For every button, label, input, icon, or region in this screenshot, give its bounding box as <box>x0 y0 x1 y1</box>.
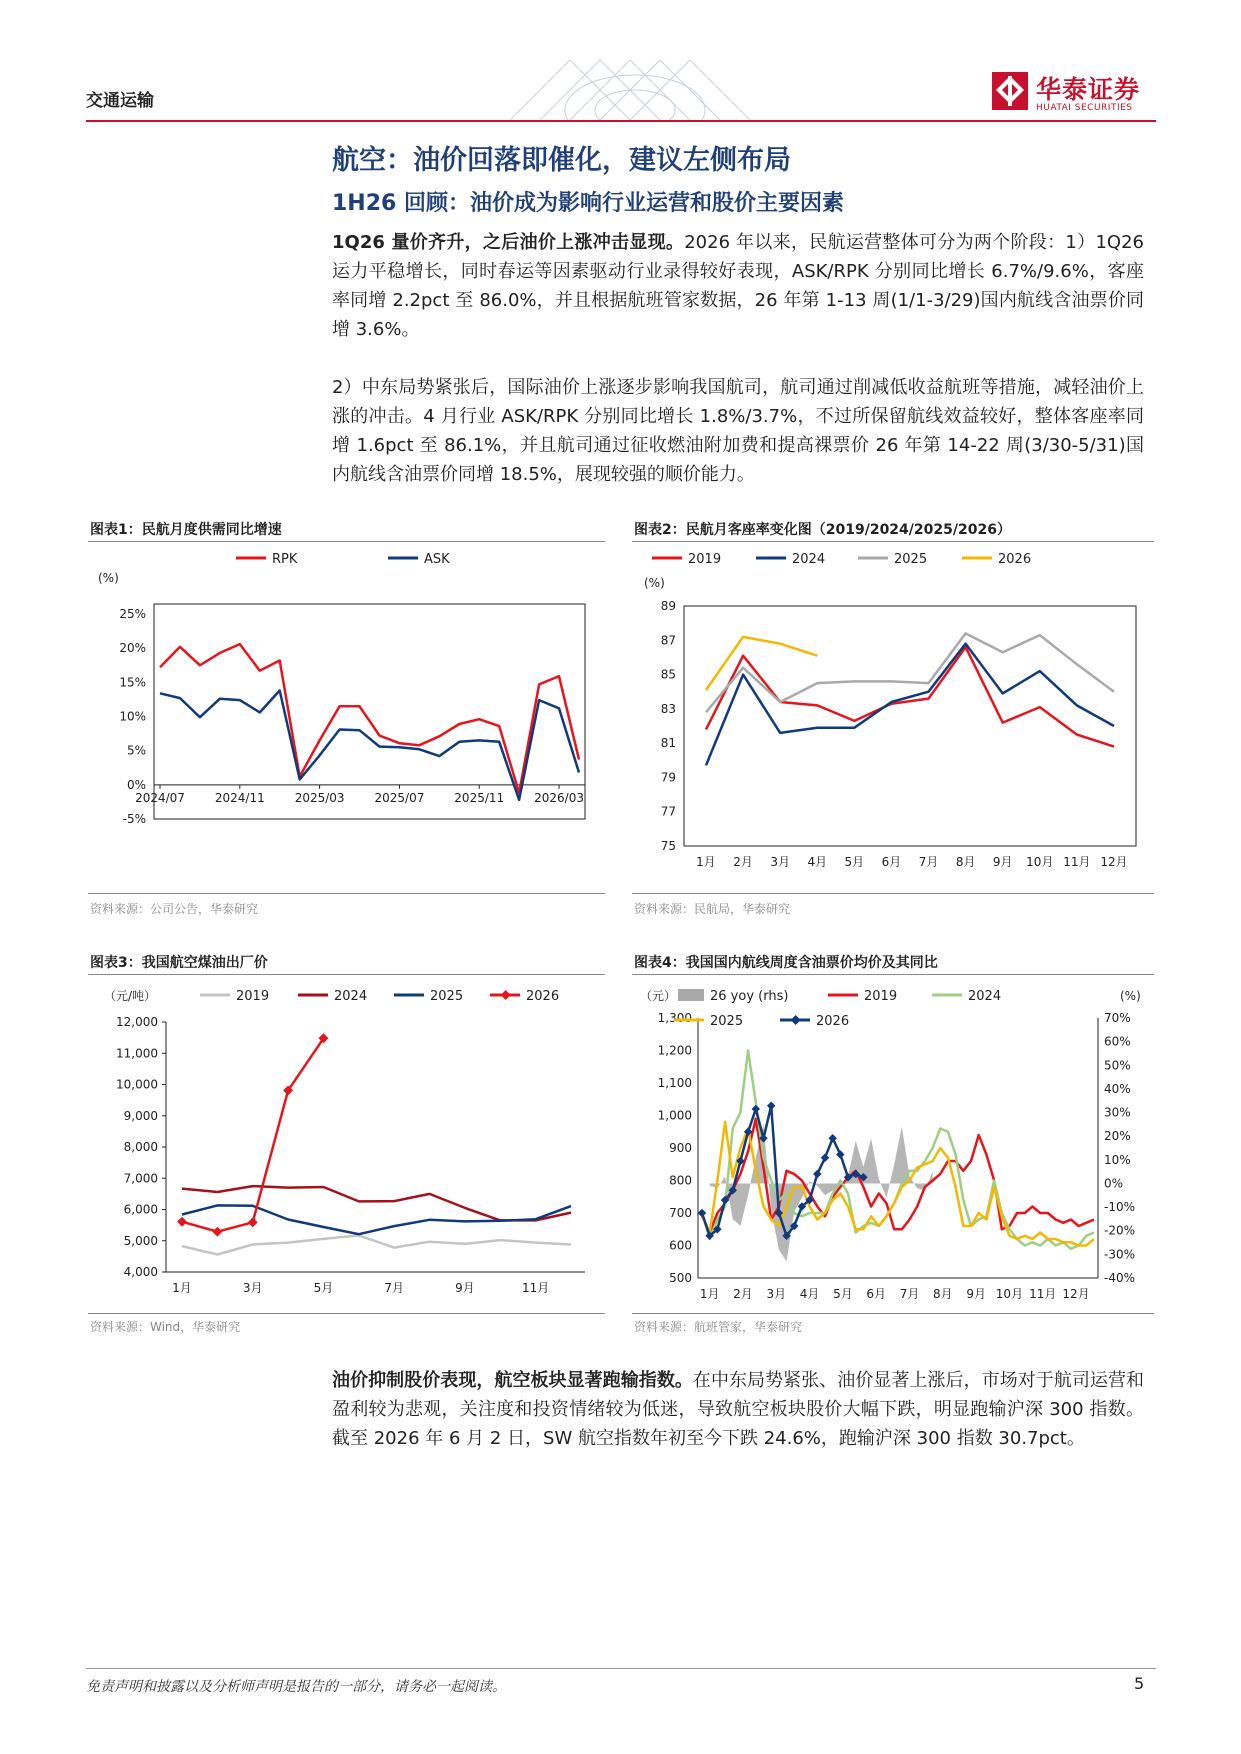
fig4-title-text: 我国国内航线周度含油票价均价及其同比 <box>685 955 938 971</box>
page-title: 航空：油价回落即催化，建议左侧布局 <box>332 145 791 176</box>
fig2-ytick: 77 <box>660 804 676 819</box>
fig2-ytick: 83 <box>660 701 676 716</box>
fig3-title <box>90 952 268 972</box>
fig2-xtick: 4月 <box>807 855 828 869</box>
huatai-logo-icon <box>992 72 1028 110</box>
logo-text-en: HUATAI SECURITIES <box>1036 103 1133 113</box>
fig1-label: 图表1： <box>90 522 142 538</box>
paragraph-1-body: 2026 年以来，民航运营整体可分为两个阶段：1）1Q26 运力平稳增长，同时春运等因素驱动行业录得较好表现，ASK/RPK 分别同比增长 6.7%/9.6%，客座率同增 2.2pct 至 86.0%，并且根据航班管家数据，26 年第 1-13 周(1/1-3/29)国内航线含油票价同增 3.6%。 <box>332 232 1144 340</box>
fig2-ytick: 81 <box>660 736 676 751</box>
fig1-xtick: 2025/03 <box>294 790 345 805</box>
fig4-xtick: 1月 <box>699 1287 720 1301</box>
logo-text-cn: 华泰证券 <box>1036 75 1141 104</box>
fig3-chart <box>88 980 605 1310</box>
section-subtitle: 1H26 回顾：油价成为影响行业运营和股价主要因素 <box>332 191 844 216</box>
fig1-xtick: 2025/11 <box>454 790 505 805</box>
fig4-xtick: 11月 <box>1029 1287 1057 1301</box>
fig3-legend-2025-label: 2025 <box>430 989 464 1004</box>
fig4-legend-2026-marker <box>791 1015 801 1025</box>
paragraph-3 <box>332 1366 1144 1453</box>
fig2-legend-2025-label: 2025 <box>894 552 928 567</box>
fig2-ytick: 79 <box>660 770 676 785</box>
fig3-source: 资料来源：Wind，华泰研究 <box>90 1320 241 1334</box>
fig3-label: 图表3： <box>90 955 142 971</box>
fig3-xtick: 9月 <box>455 1281 475 1295</box>
fig4-rule-bottom <box>632 1313 1154 1314</box>
fig1-ytick: 0% <box>126 777 146 792</box>
fig4-xtick: 7月 <box>899 1287 920 1301</box>
fig4-xtick: 12月 <box>1062 1287 1090 1301</box>
fig1-series-RPK <box>160 644 579 793</box>
fig4-ytick: 900 <box>669 1141 692 1155</box>
fig2-xtick: 2月 <box>733 855 753 869</box>
fig3-ytick: 10,000 <box>116 1077 158 1092</box>
fig4-legend-2019-label: 2019 <box>864 989 898 1004</box>
fig4-ytick: 1,000 <box>657 1108 692 1123</box>
fig4-xtick: 9月 <box>966 1287 986 1301</box>
fig3-rule-bottom <box>88 1313 605 1314</box>
fig3-ytick: 12,000 <box>116 1015 158 1029</box>
fig2-ytick: 75 <box>660 839 676 853</box>
fig4-ytick: 1,200 <box>657 1043 692 1058</box>
fig3-legend-2026-label: 2026 <box>526 989 560 1004</box>
fig3-rule <box>88 974 605 975</box>
fig4-title <box>634 952 938 972</box>
footer-rule <box>86 1668 1156 1669</box>
fig4-y2tick: 30% <box>1104 1105 1131 1120</box>
fig4-point-2026 <box>813 1170 821 1178</box>
fig2-xtick: 9月 <box>992 855 1013 869</box>
fig4-chart <box>632 980 1154 1310</box>
fig3-series-2024 <box>182 1186 571 1220</box>
fig1-xtick: 2024/07 <box>135 790 185 805</box>
fig1-xtick: 2024/11 <box>214 790 265 805</box>
fig4-ytick: 800 <box>669 1173 692 1188</box>
fig2-xtick: 6月 <box>881 855 902 869</box>
fig4-point-2026 <box>836 1150 844 1158</box>
fig2-xtick: 1月 <box>696 855 716 869</box>
fig2-xtick: 5月 <box>844 855 865 869</box>
paragraph-2: 2）中东局势紧张后，国际油价上涨逐步影响我国航司，航司通过削减低收益航班等措施，减轻油价上涨的冲击。4 月行业 ASK/RPK 分别同比增长 1.8%/3.7%，不过所保留航线效益较好，整体客座率同增 1.6pct 至 86.1%，并且航司通过征收燃油附加费和提高裸票价 26 年第 14-22 周(3/30-5/31)国内航线含油票价同增 18.5%，展现较强的顺价能力。 <box>332 377 1144 485</box>
fig2-frame <box>684 606 1136 846</box>
fig4-y2tick: 10% <box>1104 1152 1131 1167</box>
fig2-xtick: 10月 <box>1026 855 1054 869</box>
fig3-ytick: 11,000 <box>116 1046 158 1061</box>
fig2-ytick: 89 <box>660 599 676 613</box>
fig3-ytick: 7,000 <box>123 1171 158 1186</box>
fig4-xtick: 2月 <box>733 1287 753 1301</box>
fig3-xtick: 7月 <box>384 1281 405 1295</box>
fig4-legend-yoy-swatch <box>678 989 704 1001</box>
fig2-chart <box>632 548 1154 886</box>
fig1-ytick: 10% <box>119 709 146 724</box>
fig1-ytick: -5% <box>122 812 146 826</box>
fig2-rule <box>632 541 1154 542</box>
fig4-y2tick: -20% <box>1104 1223 1136 1238</box>
fig2-legend-2019-label: 2019 <box>688 552 722 567</box>
paragraph-3-body: 在中东局势紧张、油价显著上涨后，市场对于航司运营和盈利较为悲观，关注度和投资情绪较为低迷，导致航空板块股价大幅下跌，明显跑输沪深 300 指数。截至 2026 年 6 月 2 日，SW 航空指数年初至今下跌 24.6%，跑输沪深 300 指数 30.7pct。 <box>332 1370 1145 1449</box>
fig2-label: 图表2： <box>634 522 686 538</box>
fig4-xtick: 10月 <box>995 1287 1024 1301</box>
fig1-title <box>90 519 282 539</box>
fig2-ytick: 87 <box>660 633 676 648</box>
fig4-y2tick: -10% <box>1104 1200 1136 1215</box>
fig4-point-2026 <box>821 1154 829 1162</box>
fig3-title-text: 我国航空煤油出厂价 <box>141 955 268 971</box>
fig4-y2tick: 50% <box>1104 1058 1131 1073</box>
page-number: 5 <box>1134 1674 1145 1693</box>
fig3-series-2019 <box>182 1235 571 1254</box>
fig4-source: 资料来源：航班管家，华泰研究 <box>634 1320 803 1334</box>
fig1-rule-bottom <box>88 893 605 894</box>
fig3-legend-2026-marker <box>501 990 511 1000</box>
fig4-y2tick: 0% <box>1104 1176 1124 1191</box>
fig4-y2tick: 20% <box>1104 1129 1131 1144</box>
fig4-legend-yoy-label: 26 yoy (rhs) <box>710 989 789 1004</box>
fig1-chart <box>88 548 605 886</box>
fig3-xtick: 11月 <box>521 1281 550 1295</box>
fig3-ytick: 6,000 <box>123 1202 158 1217</box>
fig4-legend-2026-label: 2026 <box>816 1014 850 1029</box>
fig3-ytick: 5,000 <box>123 1233 158 1248</box>
paragraph-1-lead: 1Q26 量价齐升，之后油价上涨冲击显现。 <box>332 232 685 253</box>
header-banner-graphic <box>470 40 800 120</box>
fig1-title-text: 民航月度供需同比增速 <box>141 522 282 538</box>
fig2-title <box>634 519 1011 539</box>
fig3-xtick: 5月 <box>313 1281 334 1295</box>
fig4-ytick: 1,300 <box>657 1011 692 1025</box>
fig2-source: 资料来源：民航局，华泰研究 <box>634 902 791 916</box>
fig1-ytick: 15% <box>119 675 146 690</box>
fig1-ytick: 5% <box>126 743 146 758</box>
fig4-ytick: 1,100 <box>657 1076 692 1090</box>
fig2-series-2026 <box>706 637 817 690</box>
fig4-y2tick: 70% <box>1104 1011 1131 1025</box>
fig2-legend-2024-label: 2024 <box>792 552 826 567</box>
fig2-legend-2026-label: 2026 <box>998 552 1032 567</box>
fig4-legend-2024-label: 2024 <box>968 989 1002 1004</box>
fig3-legend-2024-label: 2024 <box>334 989 368 1004</box>
fig4-ytick: 500 <box>669 1271 692 1285</box>
fig2-xtick: 7月 <box>918 855 939 869</box>
fig3-point-2026 <box>177 1217 187 1227</box>
fig4-y2tick: 60% <box>1104 1034 1131 1049</box>
fig3-xtick: 1月 <box>172 1281 192 1295</box>
fig3-ylabel: （元/吨） <box>104 989 157 1003</box>
fig4-rule <box>632 974 1154 975</box>
fig2-xtick: 3月 <box>770 855 791 869</box>
fig1-source: 资料来源：公司公告，华泰研究 <box>90 902 259 916</box>
fig1-ylabel: (%) <box>98 571 119 585</box>
fig1-ytick: 20% <box>119 641 146 656</box>
fig3-legend-2019-label: 2019 <box>236 989 270 1004</box>
fig3-ytick: 4,000 <box>123 1265 158 1279</box>
fig4-xtick: 5月 <box>833 1287 853 1301</box>
fig4-ytick: 700 <box>669 1206 692 1220</box>
fig2-xtick: 12月 <box>1100 855 1128 869</box>
fig4-ylabel: （元） <box>640 989 677 1003</box>
footer-disclaimer: 免责声明和披露以及分析师声明是报告的一部分，请务必一起阅读。 <box>86 1679 506 1695</box>
fig1-legend-ask-label: ASK <box>424 552 450 567</box>
fig3-series-2026 <box>182 1038 324 1231</box>
fig4-y2tick: -40% <box>1104 1271 1136 1285</box>
fig3-ytick: 9,000 <box>123 1108 158 1123</box>
section-label: 交通运输 <box>86 91 154 111</box>
fig4-ytick: 600 <box>669 1238 692 1253</box>
fig2-title-text: 民航月客座率变化图（2019/2024/2025/2026） <box>685 522 1011 538</box>
fig1-ytick: 25% <box>119 607 146 621</box>
fig3-ytick: 8,000 <box>123 1140 158 1154</box>
fig4-point-2026 <box>698 1209 706 1217</box>
fig1-xtick: 2026/03 <box>534 790 584 805</box>
fig4-xtick: 8月 <box>933 1287 953 1301</box>
fig4-y2tick: 40% <box>1104 1081 1131 1096</box>
fig4-label: 图表4： <box>634 955 686 971</box>
fig4-y2tick: -30% <box>1104 1247 1136 1262</box>
fig4-point-2026 <box>752 1105 760 1113</box>
fig3-point-2026 <box>212 1227 222 1237</box>
fig2-series-2024 <box>706 644 1114 766</box>
fig1-rule <box>88 541 605 542</box>
fig1-legend-rpk-label: RPK <box>272 552 298 567</box>
fig4-xtick: 4月 <box>799 1287 820 1301</box>
header-rule <box>86 120 1156 122</box>
company-logo <box>992 70 1164 116</box>
fig4-xtick: 3月 <box>766 1287 787 1301</box>
paragraph-1 <box>332 228 1144 344</box>
fig2-ylabel: (%) <box>644 576 665 590</box>
fig1-xtick: 2025/07 <box>374 790 425 805</box>
fig4-point-2026 <box>767 1102 775 1110</box>
fig4-xtick: 6月 <box>866 1287 887 1301</box>
fig4-point-2026 <box>828 1134 836 1142</box>
fig2-xtick: 8月 <box>955 855 976 869</box>
paragraph-3-lead: 油价抑制股价表现，航空板块显著跑输指数。 <box>332 1370 693 1391</box>
fig4-y2label: (%) <box>1120 989 1141 1003</box>
fig3-series-2025 <box>182 1205 571 1234</box>
fig3-point-2026 <box>248 1217 258 1227</box>
fig4-legend-2025-label: 2025 <box>710 1014 744 1029</box>
fig2-ytick: 85 <box>660 667 676 682</box>
fig2-xtick: 11月 <box>1063 855 1091 869</box>
fig2-rule-bottom <box>632 893 1154 894</box>
fig3-xtick: 3月 <box>242 1281 263 1295</box>
